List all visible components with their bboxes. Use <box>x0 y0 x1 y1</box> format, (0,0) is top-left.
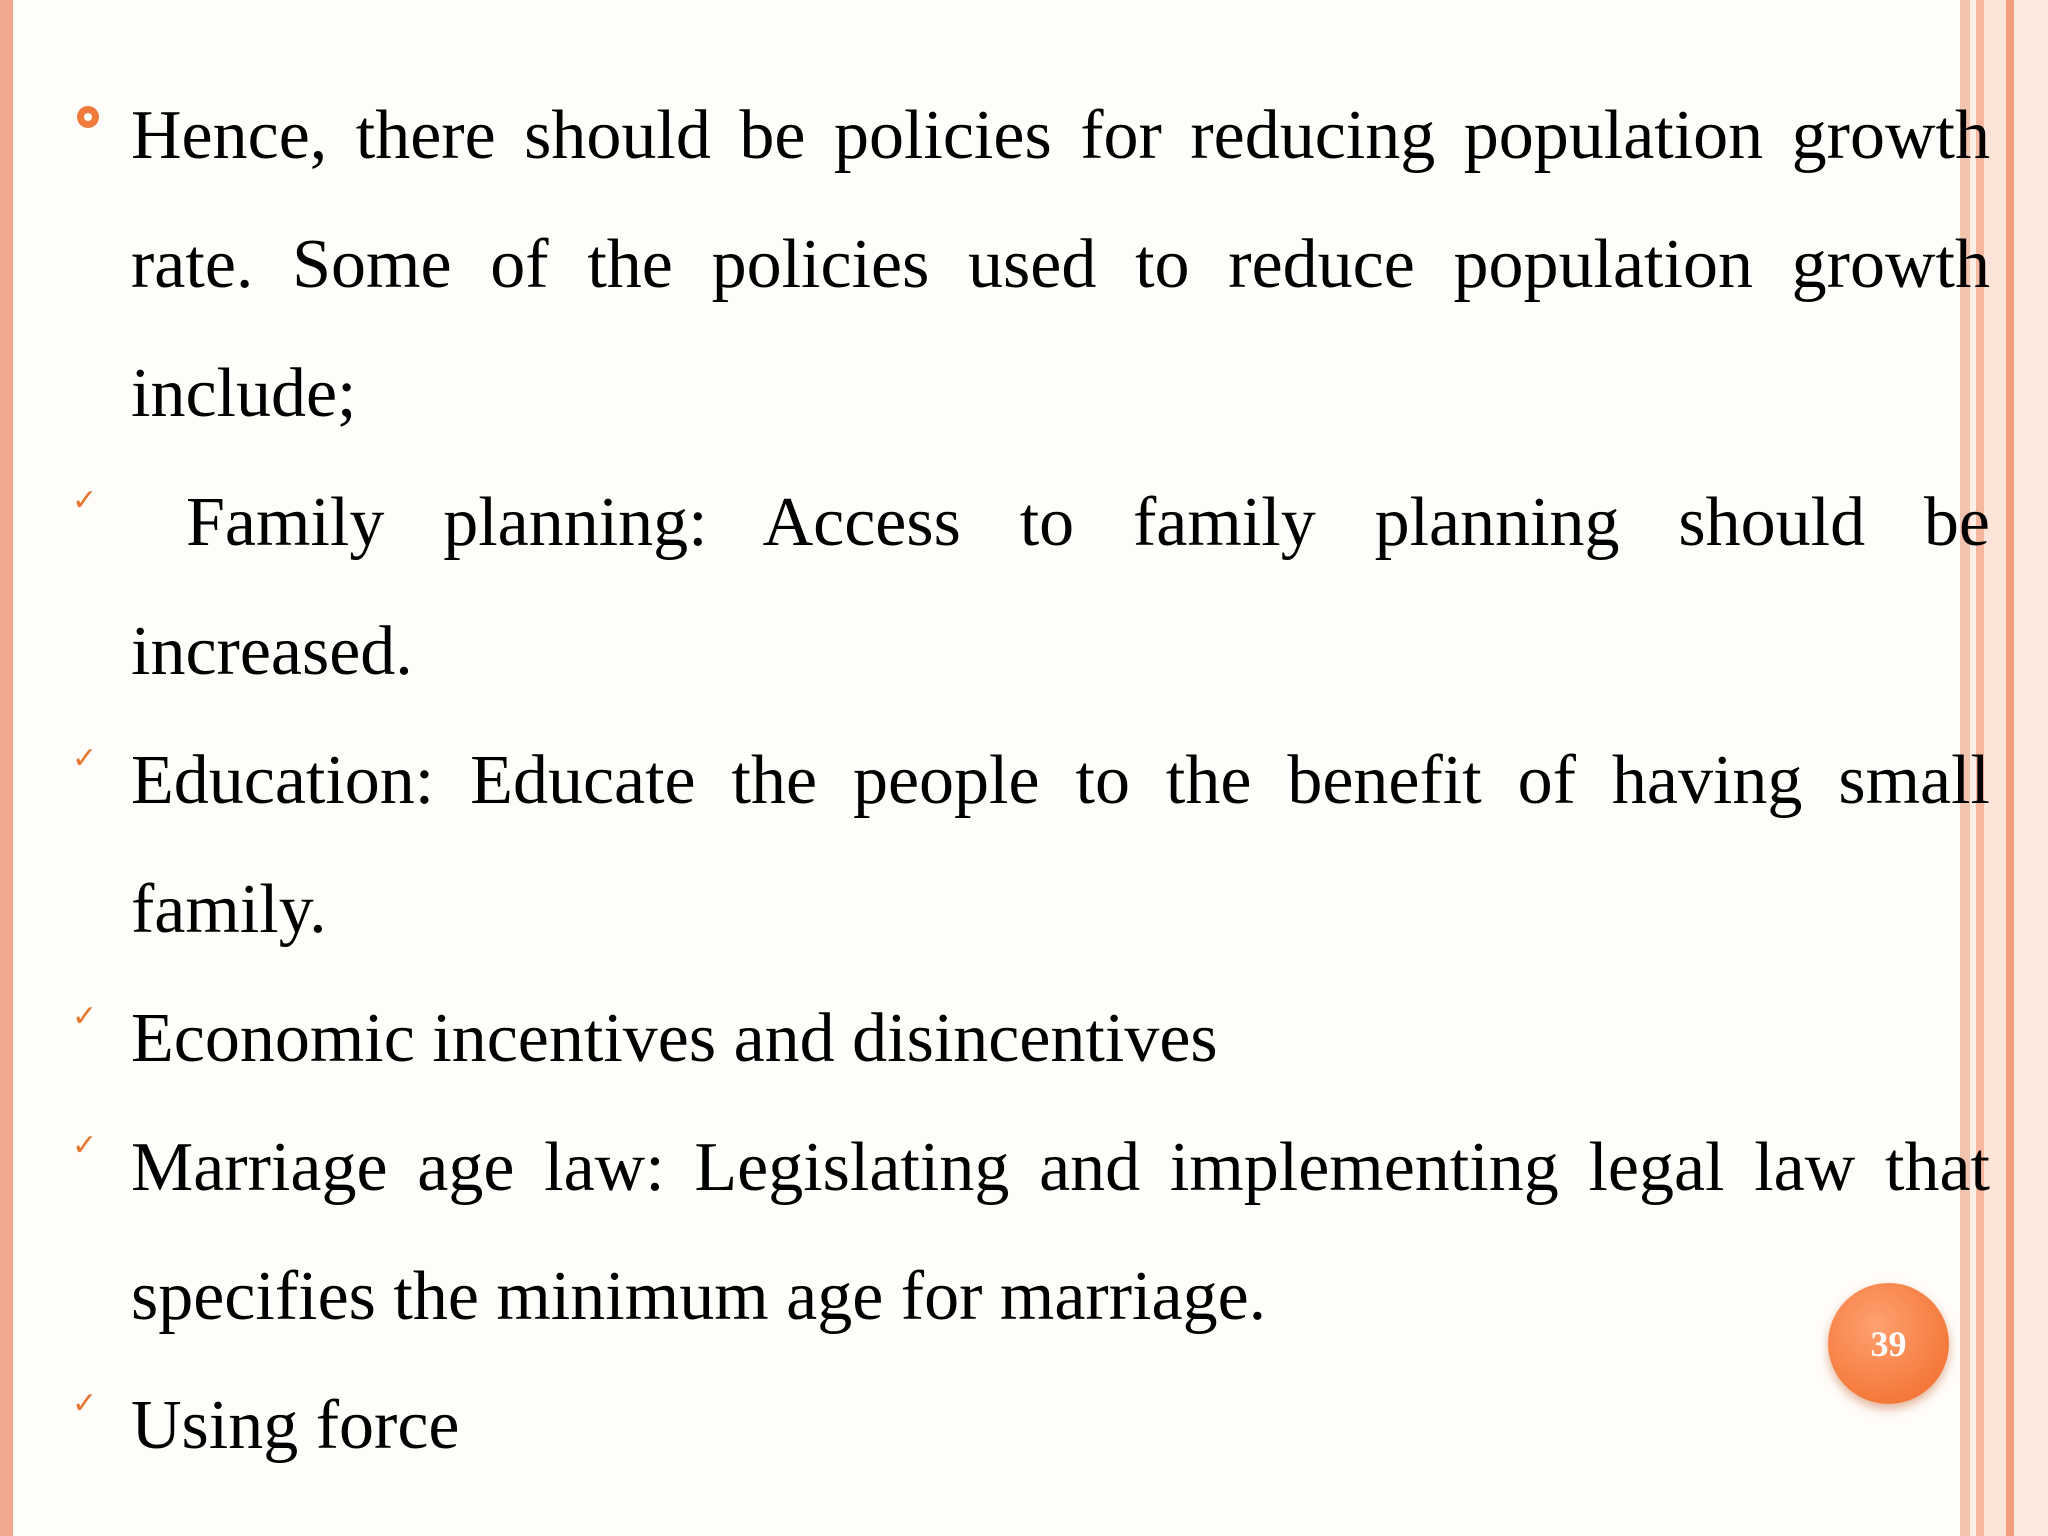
item-education-line-2: family. <box>131 871 327 948</box>
checkmark-icon: ✓ <box>72 1128 98 1163</box>
item-using-force: Using force <box>131 1387 460 1464</box>
page-number-badge: 39 <box>1828 1283 1949 1404</box>
item-marriage-age-line-2: specifies the minimum age for marriage. <box>131 1258 1267 1335</box>
item-education-line-1: Education: Educate the people to the benefit of having small <box>131 742 1990 819</box>
item-marriage-age-line-1: Marriage age law: Legislating and implementing legal law that <box>131 1129 1990 1206</box>
item-family-planning-line-1: Family planning: Access to family planning should be <box>186 484 1990 561</box>
item-economic-incentives: Economic incentives and disincentives <box>131 1000 1218 1077</box>
ring-bullet-icon <box>77 106 99 128</box>
checkmark-icon: ✓ <box>72 741 98 776</box>
intro-line-3: include; <box>131 355 357 432</box>
checkmark-icon: ✓ <box>72 1386 98 1421</box>
checkmark-icon: ✓ <box>72 999 98 1034</box>
intro-line-1: Hence, there should be policies for reducing population growth <box>131 97 1990 174</box>
checkmark-icon: ✓ <box>72 483 98 518</box>
intro-line-2: rate. Some of the policies used to reduce population growth <box>131 226 1990 303</box>
item-family-planning-line-2: increased. <box>131 613 413 690</box>
